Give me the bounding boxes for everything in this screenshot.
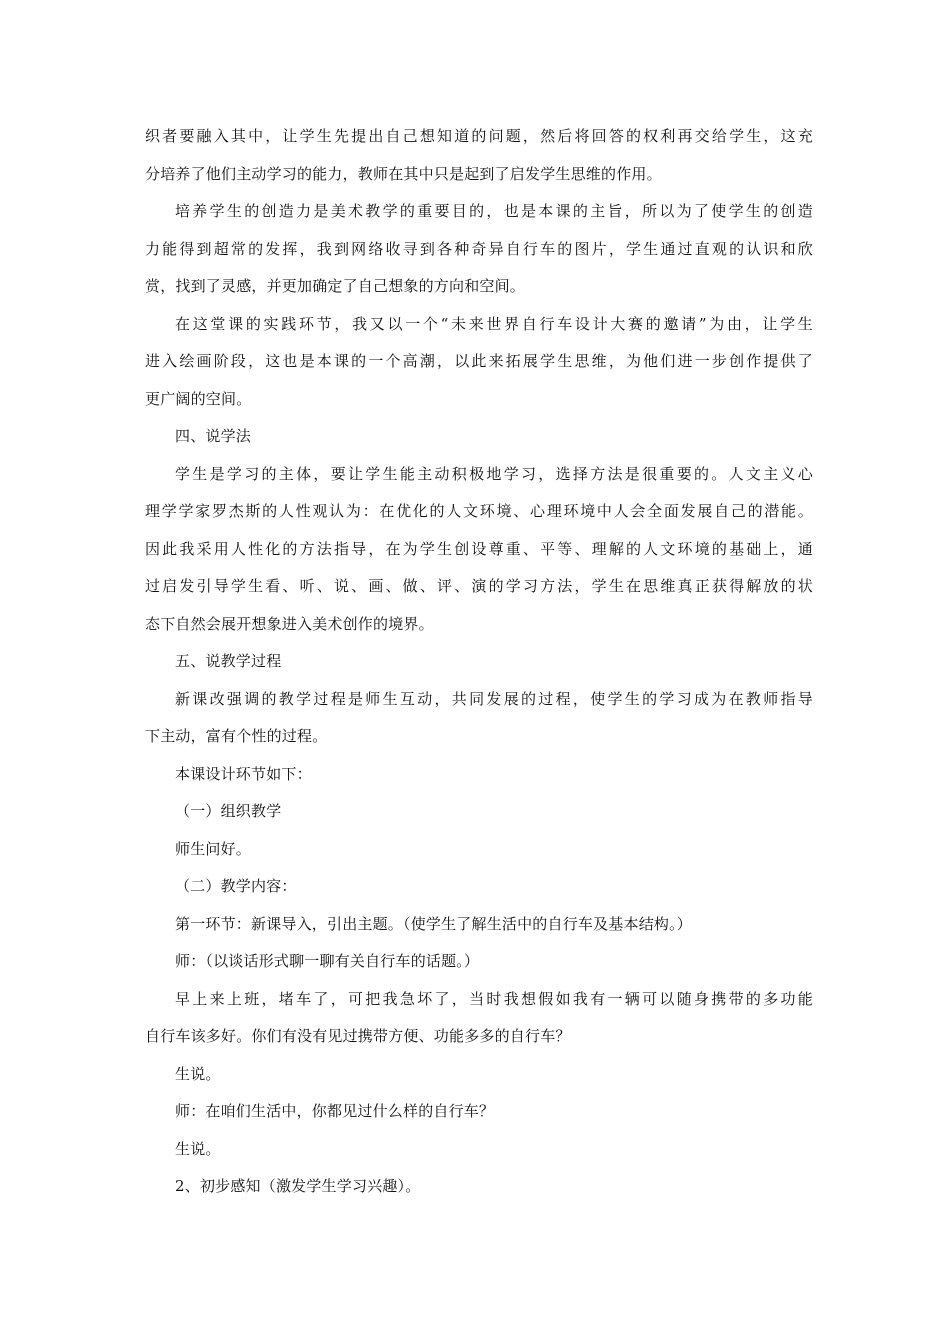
text-line: 师生问好。	[175, 839, 252, 858]
text-line: 过启发引导学生看、听、说、画、做、评、演的学习方法，学生在思维真正获得解放的状	[145, 577, 813, 595]
text-line: 新课改强调的教学过程是师生互动，共同发展的过程，使学生的学习成为在教师指导	[175, 689, 813, 708]
text-line: 下主动，富有个性的过程。	[145, 727, 328, 745]
text-line: 生说。	[175, 1064, 221, 1083]
text-line: 理学学家罗杰斯的人性观认为：在优化的人文环境、心理环境中人会全面发展自己的潜能。	[145, 502, 813, 520]
text-line: 师：（以谈话形式聊一聊有关自行车的话题。）	[175, 952, 480, 970]
text-line: 四、说学法	[175, 427, 252, 445]
text-line: 赏，找到了灵感，并更加确定了自己想象的方向和空间。	[145, 277, 526, 295]
document-body	[145, 121, 813, 1209]
text-line: 学生是学习的主体，要让学生能主动积极地学习，选择方法是很重要的。人文主义心	[175, 464, 813, 483]
text-line: 织者要融入其中，让学生先提出自己想知道的问题，然后将回答的权利再交给学生，这充	[145, 127, 813, 145]
text-line: 培养学生的创造力是美术教学的重要目的，也是本课的主旨，所以为了使学生的创造	[175, 202, 813, 220]
text-line: 生说。	[175, 1139, 221, 1158]
text-line: 力能得到超常的发挥，我到网络收寻到各种奇异自行车的图片，学生通过直观的认识和欣	[145, 239, 813, 258]
text-line: 自行车该多好。你们有没有见过携带方便、功能多多的自行车？	[145, 1027, 571, 1045]
text-line: 进入绘画阶段，这也是本课的一个高潮，以此来拓展学生思维，为他们进一步创作提供了	[145, 352, 813, 370]
text-line: 师：在咱们生活中，你都见过什么样的自行车？	[175, 1102, 495, 1120]
text-line: 2、初步感知（激发学生学习兴趣）。	[175, 1177, 421, 1195]
text-line: 五、说教学过程	[175, 652, 282, 670]
text-line: （二）教学内容：	[175, 877, 297, 895]
text-line: （一）组织教学	[175, 802, 282, 820]
text-line: 因此我采用人性化的方法指导，在为学生创设尊重、平等、理解的人文环境的基础上，通	[145, 539, 813, 558]
text-line: 本课设计环节如下：	[175, 764, 312, 783]
text-line: 分培养了他们主动学习的能力，教师在其中只是起到了启发学生思维的作用。	[145, 164, 662, 183]
text-line: 态下自然会展开想象进入美术创作的境界。	[145, 614, 434, 633]
text-line: 第一环节：新课导入，引出主题。（使学生了解生活中的自行车及基本结构。）	[175, 914, 693, 933]
text-line: 在这堂课的实践环节，我又以一个“未来世界自行车设计大赛的邀请”为由，让学生	[175, 314, 813, 333]
text-line: 早上来上班，堵车了，可把我急坏了，当时我想假如我有一辆可以随身携带的多功能	[175, 989, 813, 1008]
text-line: 更广阔的空间。	[145, 389, 252, 408]
